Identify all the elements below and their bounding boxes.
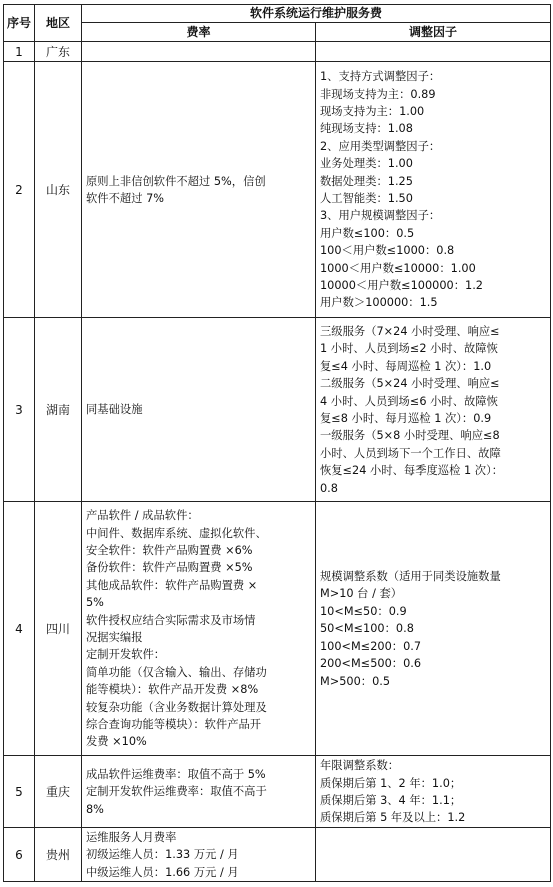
factor-line: 100<M≤200：0.7 (320, 639, 422, 653)
factor-line: 质保期后第 5 年及以上：1.2 (320, 811, 466, 825)
factor-line: 10000＜用户数≤100000：1.2 (320, 279, 483, 293)
factor-line: 2、应用类型调整因子： (320, 139, 441, 153)
factor-line: 纯现场支持：1.08 (320, 122, 413, 136)
row-factor (316, 42, 551, 62)
row-seq: 6 (4, 828, 35, 882)
factor-line: 1 小时、人员到场≤2 小时、故障恢 (320, 342, 498, 356)
rate-line: 备份软件：软件产品购置费 ×5% (86, 561, 253, 575)
rate-line: 成品软件运维费率：取值不高于 5% (86, 767, 266, 781)
rate-line: 况据实编报 (86, 631, 143, 644)
rate-line: 发费 ×10% (86, 735, 147, 749)
row-region: 重庆 (35, 756, 82, 828)
row-seq: 1 (4, 42, 35, 62)
factor-line: 年限调整系数： (320, 759, 400, 773)
factor-line: 100＜用户数≤1000：0.8 (320, 244, 455, 258)
factor-line: 规模调整系数（适用于同类设施数量 (320, 570, 501, 584)
factor-line: 用户数＞100000：1.5 (320, 296, 438, 310)
factor-line: 3、用户规模调整因子： (320, 209, 441, 223)
row-factor (316, 318, 551, 502)
factor-line: 人工智能类：1.50 (320, 192, 413, 205)
rate-line: 原则上非信创软件不超过 5%，信创 (86, 174, 266, 188)
factor-line: 数据处理类：1.25 (320, 174, 413, 188)
factor-line: 10<M≤50：0.9 (320, 604, 407, 618)
factor-line: 1000＜用户数≤10000：1.00 (320, 261, 476, 275)
row-factor (316, 62, 551, 318)
rate-line: 简单功能（仅含输入、输出、存储功 (86, 665, 267, 679)
header-row-top (4, 5, 551, 23)
rate-line: 安全软件：软件产品购置费 ×6% (86, 543, 253, 557)
header-factor: 调整因子 (316, 23, 551, 42)
rate-line: 定制开发软件运维费率：取值不高于 (86, 785, 267, 799)
rate-line: 软件授权应结合实际需求及市场情 (86, 613, 256, 627)
rate-line: 同基础设施 (86, 403, 143, 417)
factor-line: 小时、人员到场下一个工作日、故障 (320, 446, 501, 460)
rate-line: 较复杂功能（含业务数据计算处理及 (86, 700, 267, 714)
factor-line: 复≤8 小时、每月巡检 1 次）：0.9 (320, 412, 492, 425)
table-row (4, 62, 551, 318)
row-seq: 5 (4, 756, 35, 828)
rate-line: 软件不超过 7% (86, 192, 164, 205)
row-seq: 2 (4, 62, 35, 318)
table-row (4, 502, 551, 756)
factor-line: 现场支持为主：1.00 (320, 104, 425, 118)
row-factor (316, 756, 551, 828)
header-region: 地区 (35, 5, 82, 42)
row-rate (82, 62, 316, 318)
rate-line: 中间件、数据库系统、虚拟化软件、 (86, 526, 267, 540)
rate-line: 运维服务人月费率 (86, 831, 177, 844)
row-factor (316, 828, 551, 882)
factor-line: 用户数≤100：0.5 (320, 226, 415, 240)
rate-line: 8% (86, 802, 104, 816)
rate-line: 初级运维人员：1.33 万元 / 月 (86, 848, 239, 862)
factor-line: 质保期后第 1、2 年：1.0； (320, 776, 462, 790)
table-row (4, 318, 551, 502)
row-rate (82, 318, 316, 502)
factor-line: 二级服务（5×24 小时受理、响应≤ (320, 377, 500, 391)
rate-line: 中级运维人员：1.66 万元 / 月 (86, 865, 239, 879)
rate-line: 5% (86, 596, 104, 610)
factor-line: 质保期后第 3、4 年：1.1； (320, 794, 462, 807)
row-region: 贵州 (35, 828, 82, 882)
factor-line: 4 小时、人员到场≤6 小时、故障恢 (320, 394, 498, 408)
factor-line: 0.8 (320, 481, 338, 495)
row-region: 湖南 (35, 318, 82, 502)
factor-line: 一级服务（5×8 小时受理、响应≤8 (320, 429, 500, 443)
factor-line: 非现场支持为主：0.89 (320, 87, 436, 101)
factor-line: 1、支持方式调整因子： (320, 70, 441, 84)
header-rate: 费率 (82, 23, 316, 42)
row-region: 广东 (35, 42, 82, 62)
rate-line: 能等模块）：软件产品开发费 ×8% (86, 683, 259, 697)
factor-line: M>500：0.5 (320, 674, 391, 688)
table-row (4, 756, 551, 828)
header-group-title: 软件系统运行维护服务费 (82, 5, 551, 23)
maintenance-fee-table (3, 4, 551, 882)
factor-line: 复≤4 小时、每周巡检 1 次）：1.0 (320, 359, 492, 373)
rate-line: 定制开发软件： (86, 648, 166, 662)
factor-line: 200<M≤500：0.6 (320, 657, 422, 671)
row-rate (82, 502, 316, 756)
row-region: 山东 (35, 62, 82, 318)
factor-line: 恢复≤24 小时、每季度巡检 1 次）： (320, 464, 504, 478)
table-row (4, 42, 551, 62)
row-factor (316, 502, 551, 756)
rate-line: 产品软件 / 成品软件： (86, 509, 199, 523)
header-row-bottom (4, 23, 551, 42)
row-seq: 4 (4, 502, 35, 756)
row-seq: 3 (4, 318, 35, 502)
header-seq: 序号 (4, 5, 35, 42)
row-region: 四川 (35, 502, 82, 756)
rate-line: 其他成品软件：软件产品购置费 × (86, 578, 258, 592)
table-row (4, 828, 551, 882)
factor-line: 50<M≤100：0.8 (320, 622, 414, 636)
rate-line: 综合查询功能等模块）：软件产品开 (86, 718, 262, 732)
row-rate (82, 828, 316, 882)
factor-line: 业务处理类：1.00 (320, 157, 413, 171)
row-rate (82, 756, 316, 828)
factor-line: M>10 台 / 套） (320, 587, 403, 601)
row-rate (82, 42, 316, 62)
factor-line: 三级服务（7×24 小时受理、响应≤ (320, 324, 500, 338)
